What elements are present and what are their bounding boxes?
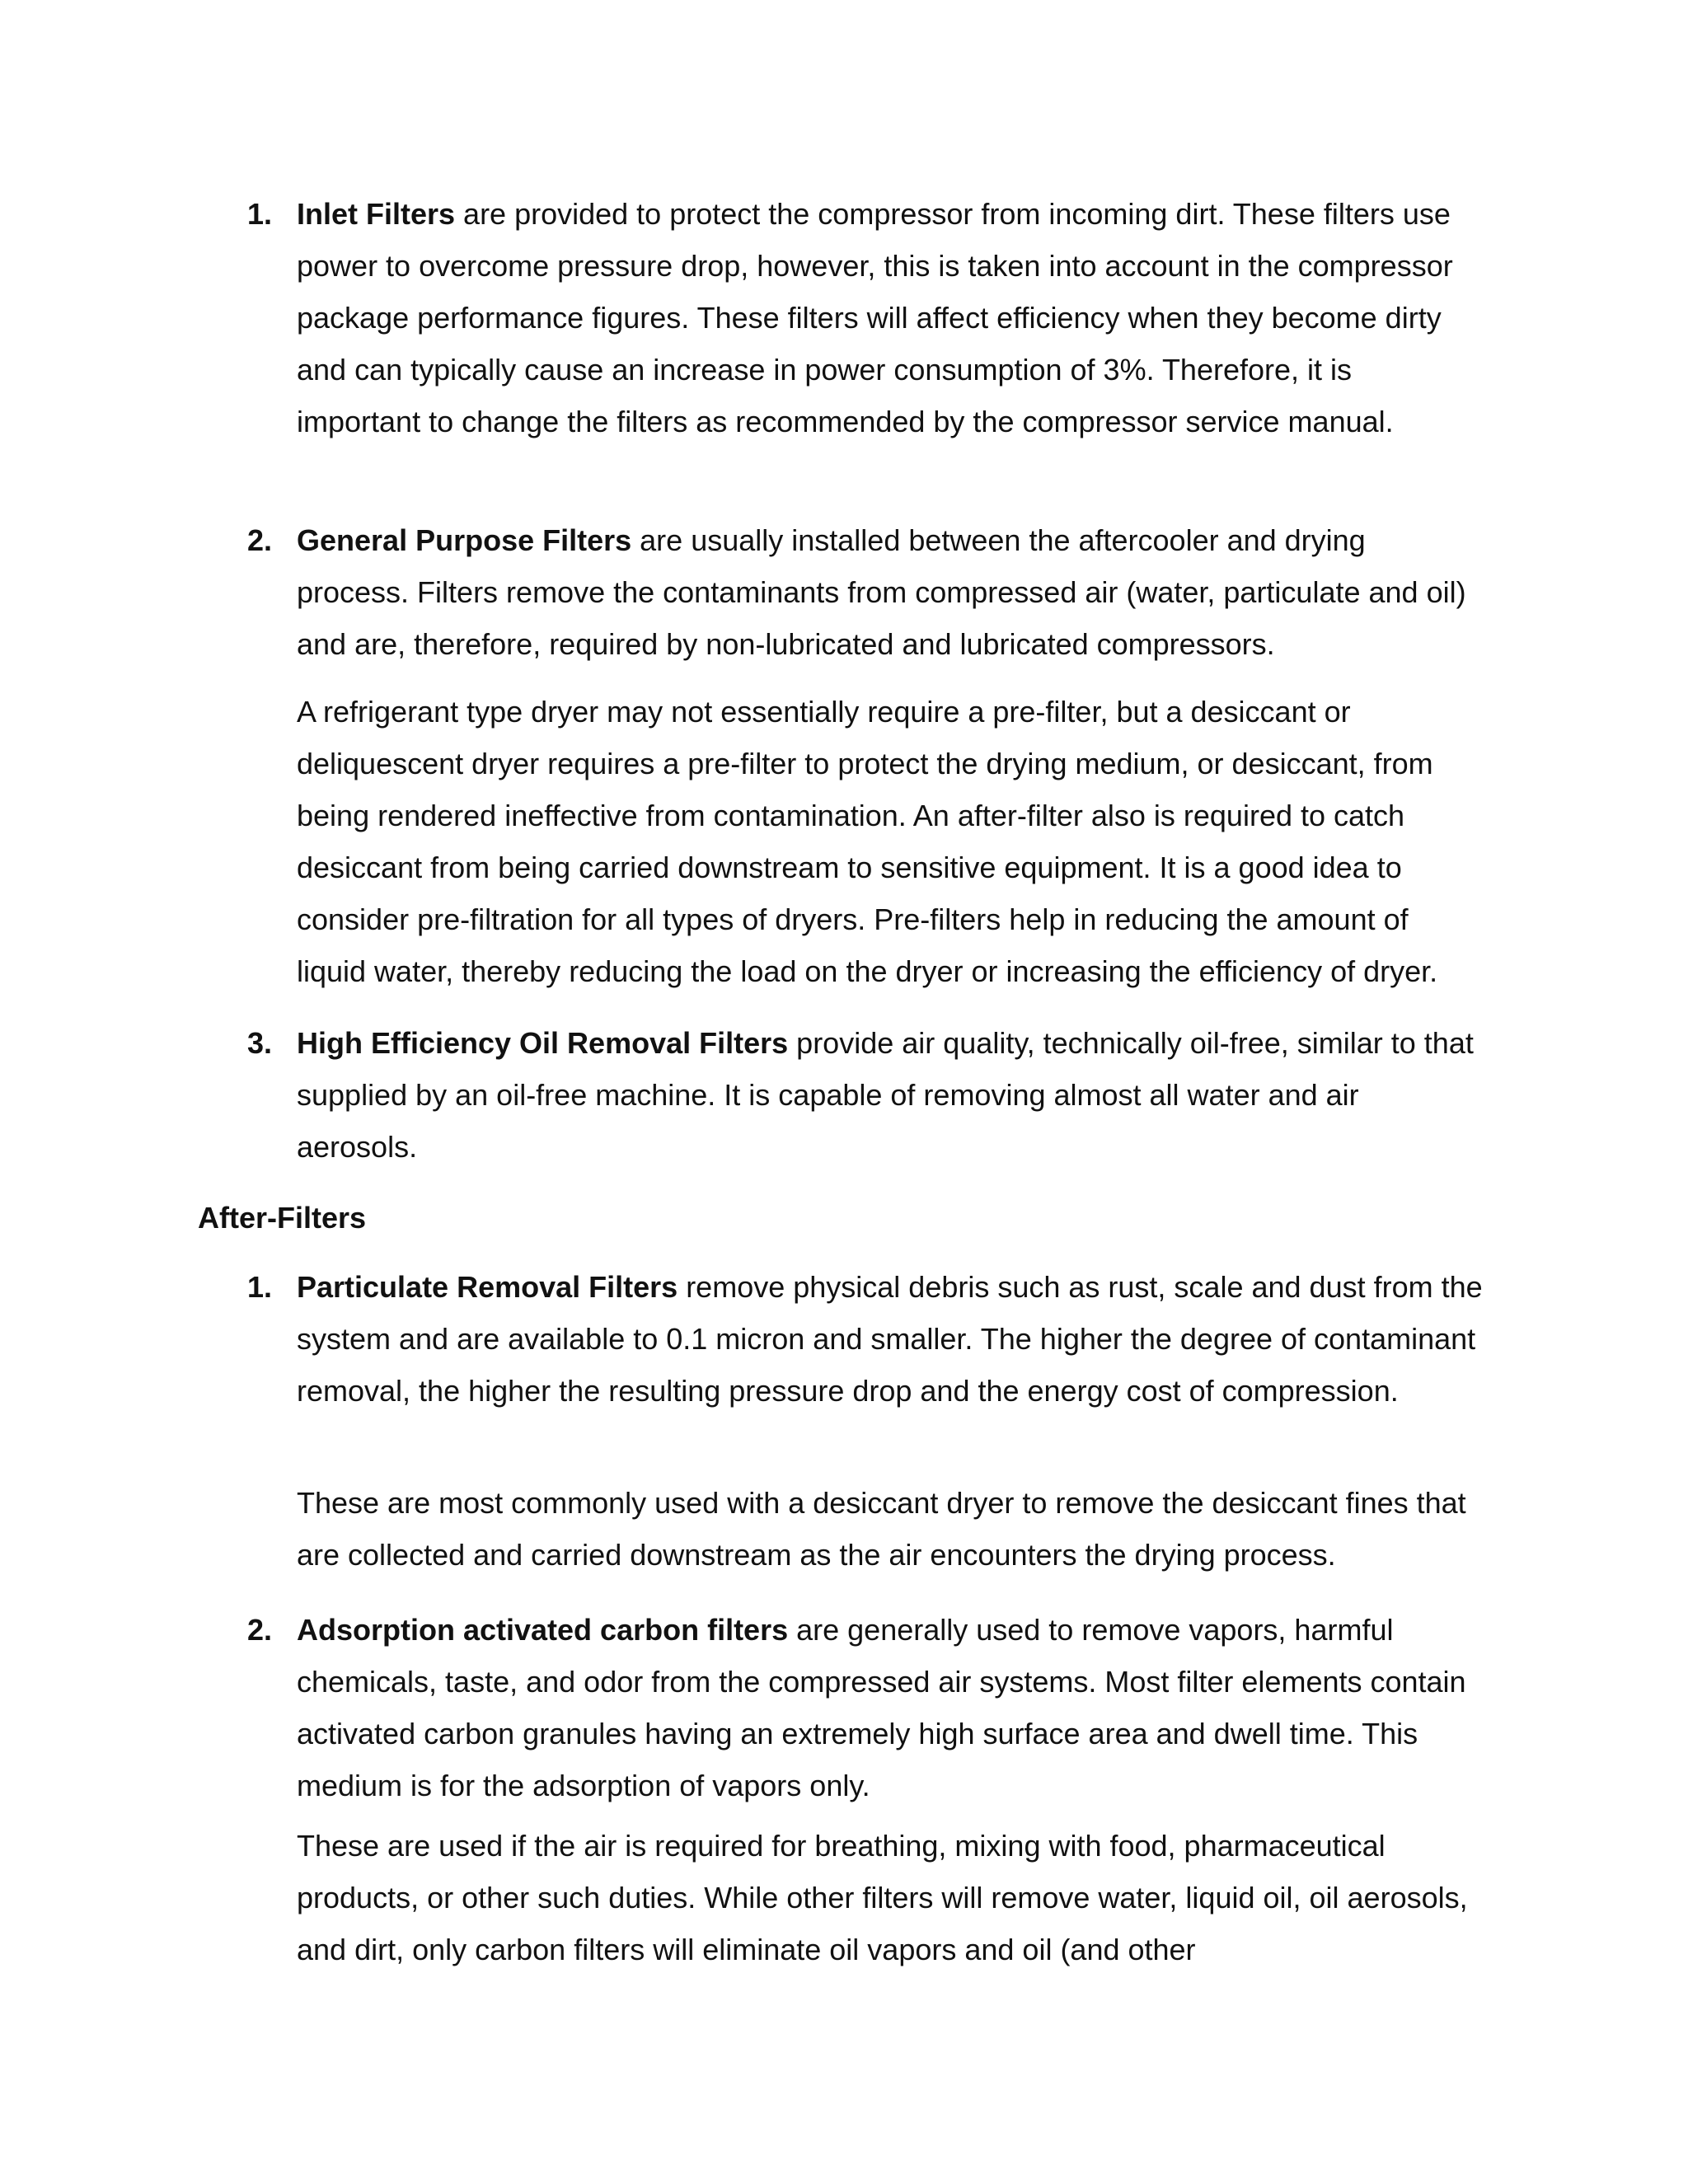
list-item-text bbox=[297, 1261, 1484, 1417]
paragraph-refrigerant-dryer: A refrigerant type dryer may not essentially require a pre-filter, but a desiccant or deliquescent dryer requires a pre-filter to protect the drying medium, or desiccant, from being rendered ineffective from contamination. An after-filter also is required to catch desiccant from being carried downstream to sensitive equipment. It is a good idea to consider pre-filtration for all types of dryers. Pre-filters help in reducing the amount of liquid water, thereby reducing the load on the dryer or increasing the efficiency of dryer. bbox=[297, 695, 1438, 988]
list-item-text bbox=[297, 514, 1484, 670]
list-item-particulate-removal-filters bbox=[247, 1261, 1484, 1417]
list-number: 2. bbox=[247, 523, 273, 557]
paragraph-desiccant-fines: These are most commonly used with a desiccant dryer to remove the desiccant fines that are collected and carried downstream as the air encounters the drying process. bbox=[297, 1486, 1466, 1572]
term-description: are usually installed between the aftercooler and drying process. Filters remove the contaminants from compressed air (water, particulate and oil) and are, therefore, required by non-lubricated and lubricated compressors. bbox=[297, 523, 1466, 661]
term-description: are generally used to remove vapors, harmful chemicals, taste, and odor from the compressed air systems. Most filter elements contain activated carbon granules having an extremely high surface area and dwell time. This medium is for the adsorption of vapors only. bbox=[297, 1613, 1466, 1802]
list-item-text bbox=[297, 188, 1484, 448]
list-item-inlet-filters bbox=[247, 188, 1484, 448]
list-item-text bbox=[297, 1604, 1484, 1811]
term-label: Adsorption activated carbon filters bbox=[297, 1613, 789, 1647]
term-label: Particulate Removal Filters bbox=[297, 1270, 678, 1304]
list-item-adsorption-activated-carbon-filters bbox=[247, 1604, 1484, 1811]
term-label: High Efficiency Oil Removal Filters bbox=[297, 1026, 789, 1060]
term-description: are provided to protect the compressor from incoming dirt. These filters use power to overcome pressure drop, however, this is taken into account in the compressor package performance figures. These filters will affect efficiency when they become dirty and can typically cause an increase in power consumption of 3%. Therefore, it is important to change the filters as recommended by the compressor service manual. bbox=[297, 197, 1453, 438]
list-item-text bbox=[297, 1017, 1484, 1173]
list-number: 1. bbox=[247, 1270, 273, 1304]
term-description: provide air quality, technically oil-free, similar to that supplied by an oil-free machine. It is capable of removing almost all water and air aerosols. bbox=[297, 1026, 1474, 1164]
term-description: remove physical debris such as rust, scale and dust from the system and are available to 0.1 micron and smaller. The higher the degree of contaminant removal, the higher the resulting pressure drop and the energy cost of compression. bbox=[297, 1270, 1483, 1408]
term-label: Inlet Filters bbox=[297, 197, 456, 231]
list-item-high-efficiency-oil-removal-filters bbox=[247, 1017, 1484, 1173]
paragraph-breathing-air: These are used if the air is required for breathing, mixing with food, pharmaceutical products, or other such duties. While other filters will remove water, liquid oil, oil aerosols, and dirt, only carbon filters will eliminate oil vapors and oil (and other bbox=[297, 1829, 1468, 1966]
section-heading-after-filters: After-Filters bbox=[198, 1201, 367, 1235]
list-number: 2. bbox=[247, 1613, 273, 1647]
list-item-general-purpose-filters bbox=[247, 514, 1484, 670]
list-number: 3. bbox=[247, 1026, 273, 1060]
term-label: General Purpose Filters bbox=[297, 523, 632, 557]
list-number: 1. bbox=[247, 197, 273, 231]
